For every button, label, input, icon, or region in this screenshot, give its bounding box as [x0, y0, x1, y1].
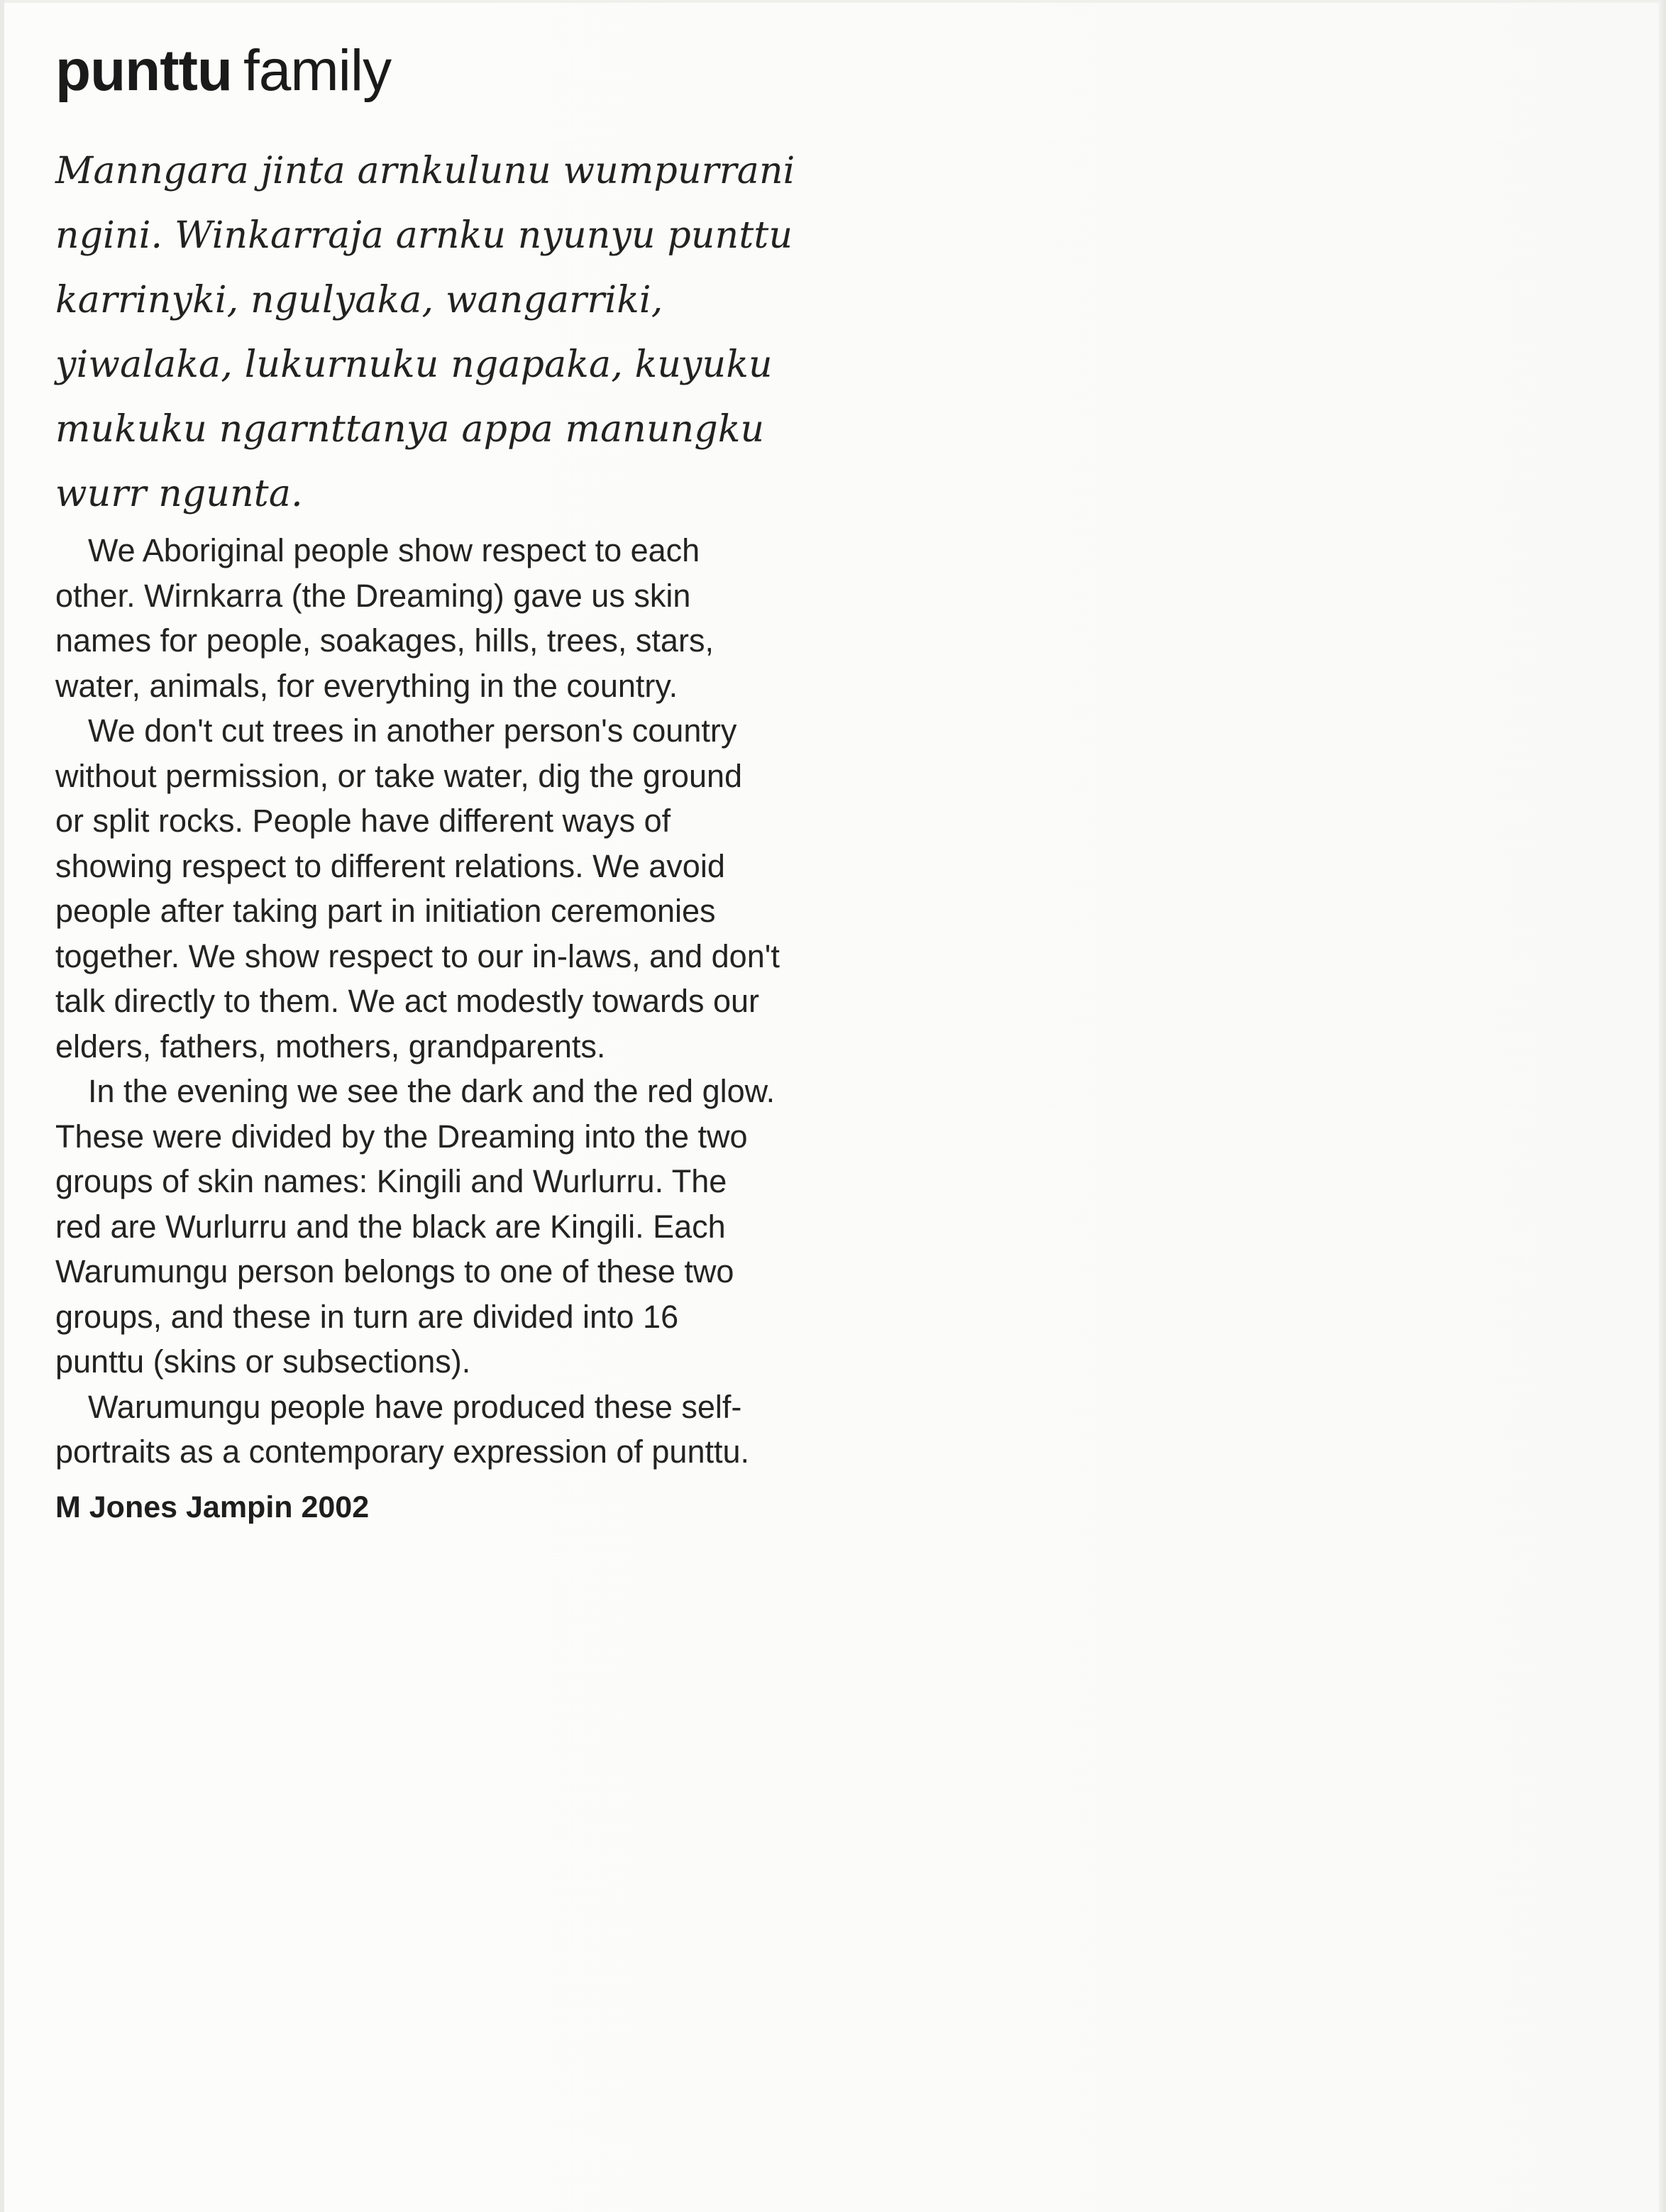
- english-paragraph: [55, 1069, 800, 1385]
- english-line: other. Wirnkarra (the Dreaming) gave us skin: [55, 577, 691, 614]
- paper-left-edge: [0, 0, 4, 2212]
- english-line: Warumungu people have produced these self-: [88, 1388, 742, 1425]
- english-line: We Aboriginal people show respect to each: [88, 532, 700, 568]
- english-paragraph: [55, 708, 800, 1069]
- english-line: water, animals, for everything in the country.: [55, 667, 678, 704]
- warumungu-line: mukuku ngarnttanya appa manungku: [55, 408, 765, 451]
- author-byline: M Jones Jampin 2002: [55, 1490, 370, 1524]
- paper-top-edge: [0, 0, 1666, 3]
- warumungu-line: yiwalaka, lukurnuku ngapaka, kuyuku: [55, 343, 773, 386]
- english-text-block: [55, 528, 800, 1475]
- english-line: or split rocks. People have different ways of: [55, 803, 671, 839]
- warumungu-line: karrinyki, ngulyaka, wangarriki,: [55, 279, 663, 321]
- warumungu-line: wurr ngunta.: [55, 473, 303, 515]
- english-line: elders, fathers, mothers, grandparents.: [55, 1028, 606, 1064]
- page-title: [55, 28, 800, 114]
- english-line: We don't cut trees in another person's country: [88, 712, 737, 749]
- english-line: In the evening we see the dark and the red glow.: [88, 1073, 776, 1109]
- english-paragraph: [55, 528, 800, 708]
- paper-right-edge: [1659, 0, 1666, 2212]
- english-line: Warumungu person belongs to one of these two: [55, 1253, 734, 1289]
- warumungu-text-block: [55, 139, 800, 527]
- english-line: names for people, soakages, hills, trees, stars,: [55, 622, 714, 659]
- warumungu-line: Manngara jinta arnkulunu wumpurrani: [55, 150, 795, 192]
- warumungu-line: ngini. Winkarraja arnku nyunyu punttu: [55, 214, 793, 257]
- english-line: groups of skin names: Kingili and Wurlurru. The: [55, 1163, 727, 1199]
- english-paragraph: [55, 1385, 800, 1475]
- english-line: These were divided by the Dreaming into the two: [55, 1118, 748, 1155]
- english-line: people after taking part in initiation ceremonies: [55, 893, 716, 929]
- english-line: groups, and these in turn are divided into 16: [55, 1298, 679, 1335]
- english-line: together. We show respect to our in-laws, and don't: [55, 937, 780, 974]
- english-line: punttu (skins or subsections).: [55, 1343, 471, 1380]
- title-bold-word: punttu: [55, 38, 232, 103]
- title-light-word: family: [243, 38, 392, 103]
- english-line: showing respect to different relations. We avoid: [55, 847, 725, 884]
- text-column: [55, 28, 800, 1529]
- english-line: red are Wurlurru and the black are Kingili. Each: [55, 1208, 726, 1245]
- english-line: without permission, or take water, dig the ground: [55, 757, 743, 794]
- english-line: portraits as a contemporary expression of punttu.: [55, 1434, 750, 1470]
- english-line: talk directly to them. We act modestly towards our: [55, 983, 760, 1019]
